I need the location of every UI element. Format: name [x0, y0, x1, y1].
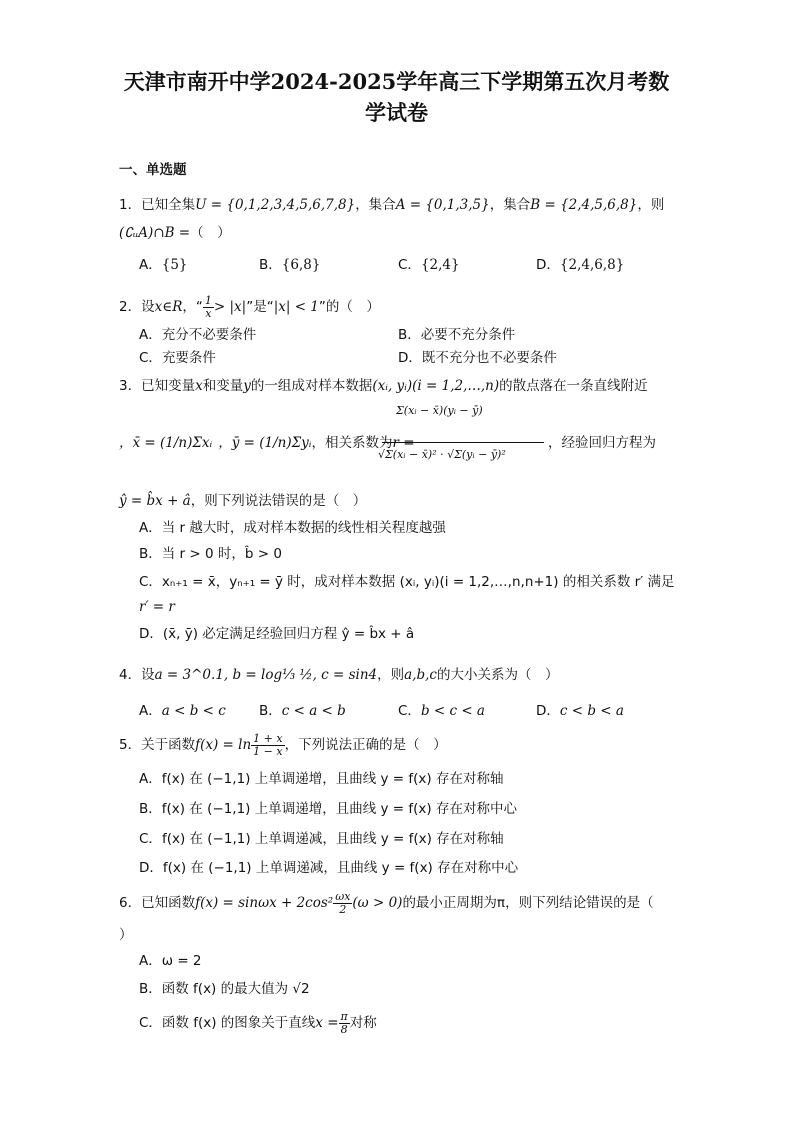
q5-stem: 5．关于函数f(x) = ln $\frac{1 + x}{1 - x}$ ，下列说法正确的是（ ）	[119, 731, 447, 758]
correlation-denominator: √Σ(xᵢ − x̄)² · √Σ(yᵢ − ȳ)²	[378, 448, 506, 461]
correlation-numerator: Σ(xᵢ − x̄)(yᵢ − ȳ)	[396, 404, 483, 417]
q3-option-c-line2: r′ = r	[139, 599, 175, 615]
section-heading: 一、单选题	[119, 162, 187, 178]
q4-option-a[interactable]: A．a < b < c	[139, 703, 226, 719]
q4-option-c[interactable]: C．b < c < a	[398, 703, 485, 719]
q2-option-b[interactable]: B．必要不充分条件	[398, 327, 516, 343]
q3-stem-line3: ŷ = b̂x + â，则下列说法错误的是（ ）	[119, 493, 367, 509]
q5-option-c[interactable]: C．f(x) 在 (−1,1) 上单调递减，且曲线 y = f(x) 存在对称轴	[139, 831, 504, 847]
q2-option-a[interactable]: A．充分不必要条件	[139, 327, 257, 343]
q5-option-d[interactable]: D．f(x) 在 (−1,1) 上单调递减，且曲线 y = f(x) 存在对称中心	[139, 860, 519, 876]
q3-option-c-line1[interactable]: C．xₙ₊₁ = x̄，yₙ₊₁ = ȳ 时，成对样本数据 (xᵢ, yᵢ)(i = 1,2,…,n,n+1) 的相关系数 r′ 满足	[139, 574, 675, 590]
exam-title-line1: 天津市南开中学2024-2025学年高三下学期第五次月考数	[123, 69, 670, 94]
correlation-formula	[368, 404, 546, 480]
q6-option-c[interactable]: C．函数 f(x) 的图象关于直线x = $\frac{\pi}{8}$ 对称	[139, 1009, 377, 1036]
q6-stem: 6．已知函数f(x) = sinωx + 2cos² $\frac{\omega x}{2}$ (ω > 0)的最小正周期为π，则下列结论错误的是（	[119, 889, 654, 916]
q2-stem: 2．设x∈R，“ $\frac{1}{x}$ > |x|”是“|x| < 1”的（ ）	[119, 293, 380, 320]
q6-option-b[interactable]: B．函数 f(x) 的最大值为 √2	[139, 981, 310, 997]
q1-option-d[interactable]: D．{2,4,6,8}	[536, 257, 625, 273]
q3-option-a[interactable]: A．当 r 越大时，成对样本数据的线性相关程度越强	[139, 520, 446, 536]
q3-stem-line2-tail: ，经验回归方程为	[548, 435, 656, 451]
q4-stem: 4．设a = 3^0.1, b = log⅓ ½, c = sin4，则a,b,c的大小关系为（ ）	[119, 667, 559, 683]
q2-option-d[interactable]: D．既不充分也不必要条件	[398, 350, 557, 366]
q1-option-b[interactable]: B．{6,8}	[259, 257, 321, 273]
q5-option-a[interactable]: A．f(x) 在 (−1,1) 上单调递增，且曲线 y = f(x) 存在对称轴	[139, 771, 504, 787]
q3-option-b[interactable]: B．当 r > 0 时，b̂ > 0	[139, 546, 282, 562]
q4-option-d[interactable]: D．c < b < a	[536, 703, 624, 719]
q6-stem-close: ）	[119, 927, 133, 943]
q6-option-a[interactable]: A．ω = 2	[139, 953, 202, 969]
q1-option-c[interactable]: C．{2,4}	[398, 257, 460, 273]
q1-stem: 1．已知全集U = {0,1,2,3,4,5,6,7,8}，集合A = {0,1,3,5}，集合B = {2,4,5,6,8}，则	[119, 197, 665, 213]
q3-stem-line2: ，x̄ = (1/n)Σxᵢ ，ȳ = (1/n)Σyᵢ，相关系数为r =	[119, 435, 415, 451]
q4-option-b[interactable]: B．c < a < b	[259, 703, 346, 719]
q5-option-b[interactable]: B．f(x) 在 (−1,1) 上单调递增，且曲线 y = f(x) 存在对称中心	[139, 801, 517, 817]
q2-option-c[interactable]: C．充要条件	[139, 350, 216, 366]
q1-expression: (∁ᵤA)∩B =（ ）	[119, 225, 231, 241]
q3-option-d[interactable]: D．(x̄, ȳ) 必定满足经验回归方程 ŷ = b̂x + â	[139, 626, 415, 642]
q1-option-a[interactable]: A．{5}	[139, 257, 188, 273]
fraction-bar	[382, 442, 544, 443]
q3-stem-line1: 3．已知变量x和变量y的一组成对样本数据(xᵢ, yᵢ)(i = 1,2,…,n)的散点落在一条直线附近	[119, 378, 648, 394]
exam-title-line2: 学试卷	[365, 100, 428, 125]
